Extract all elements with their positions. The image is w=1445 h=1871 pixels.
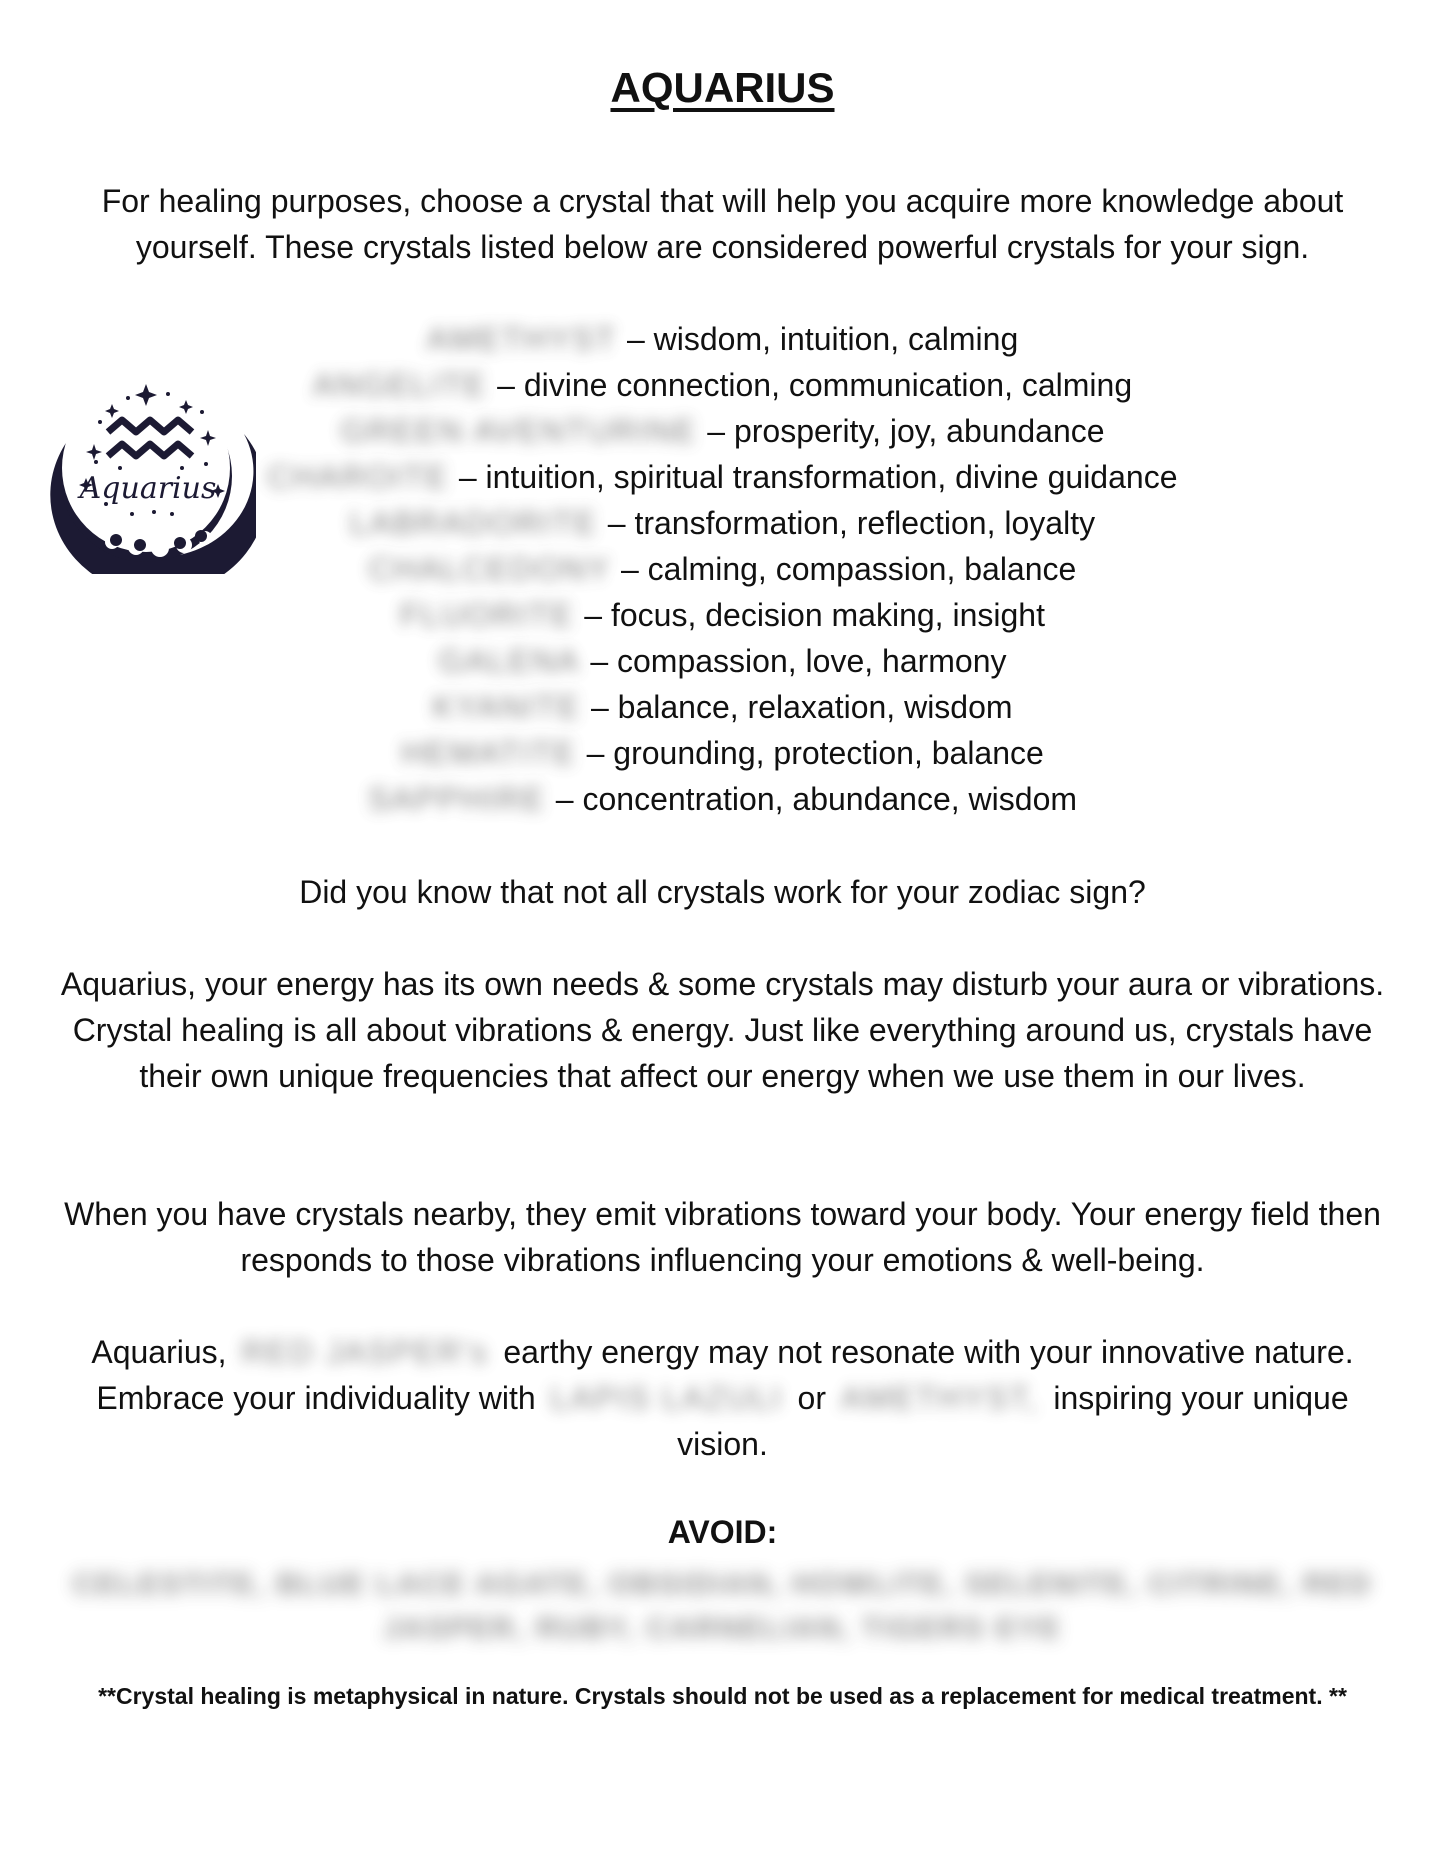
energy-line-2: Crystal healing is all about vibrations & energy. Just like everything around us, crystals have their own unique frequencies that affect our energy when we use them in our lives. xyxy=(72,1012,1373,1094)
zodiac-question: Did you know that not all crystals work for your zodiac sign? xyxy=(299,874,1146,910)
avoid-heading: AVOID: xyxy=(667,1514,778,1550)
crystal-description: – wisdom, intuition, calming xyxy=(626,320,1019,357)
disclaimer: **Crystal healing is metaphysical in nature. Crystals should not be used as a replacement for medical treatment. ** xyxy=(98,1683,1347,1709)
note-prefix: Aquarius, xyxy=(91,1334,227,1370)
list-item xyxy=(0,684,1445,730)
crystal-description: – calming, compassion, balance xyxy=(620,550,1077,587)
crystal-name: LABRADORITE xyxy=(349,504,598,541)
crystal-description: – divine connection, communication, calming xyxy=(497,366,1133,403)
crystal-description: – balance, relaxation, wisdom xyxy=(590,688,1013,725)
intro-paragraph: For healing purposes, choose a crystal that will help you acquire more knowledge about yourself. These crystals listed below are considered powerful crystals for your sign. xyxy=(101,183,1344,265)
note-suffix: inspiring your unique vision. xyxy=(677,1380,1349,1462)
list-item xyxy=(0,500,1445,546)
crystal-name: CHALCEDONY xyxy=(368,550,611,587)
crystal-name: GREEN AVENTURINE xyxy=(340,412,698,449)
crystal-name: ANGELITE xyxy=(312,366,488,403)
list-item xyxy=(0,454,1445,500)
list-item xyxy=(0,408,1445,454)
crystal-list xyxy=(0,316,1445,822)
crystal-description: – prosperity, joy, abundance xyxy=(707,412,1105,449)
note-or: or xyxy=(797,1380,826,1416)
note-crystal-c: AMETHYST, xyxy=(840,1380,1039,1416)
list-item xyxy=(0,776,1445,822)
crystal-description: – intuition, spiritual transformation, divine guidance xyxy=(458,458,1178,495)
energy-paragraph xyxy=(60,961,1385,1099)
list-item xyxy=(0,362,1445,408)
crystal-description: – compassion, love, harmony xyxy=(590,642,1007,679)
crystal-name: FLUORITE xyxy=(400,596,575,633)
list-item xyxy=(0,592,1445,638)
note-middle: earthy energy may not resonate with your innovative nature. Embrace your individuality with xyxy=(96,1334,1354,1416)
crystal-description: – focus, decision making, insight xyxy=(584,596,1045,633)
list-item xyxy=(0,316,1445,362)
logo-text: Aquarius xyxy=(79,471,217,506)
note-crystal-b: LAPIS LAZULI xyxy=(550,1380,783,1416)
crystal-name: AMETHYST xyxy=(426,320,617,357)
energy-line-1: Aquarius, your energy has its own needs & some crystals may disturb your aura or vibrations. xyxy=(60,966,1385,1002)
list-item xyxy=(0,730,1445,776)
crystal-description: – concentration, abundance, wisdom xyxy=(555,780,1078,817)
crystal-description: – transformation, reflection, loyalty xyxy=(607,504,1096,541)
crystal-name: HEMATITE xyxy=(401,734,577,771)
avoid-list: CELESTITE, BLUE LACE AGATE, OBSIDIAN, HOWLITE, SELENITE, CITRINE, RED JASPER, RUBY, CARNELIAN, TIGERS EYE xyxy=(72,1568,1373,1645)
aquarius-note xyxy=(60,1329,1385,1467)
vibrations-paragraph: When you have crystals nearby, they emit vibrations toward your body. Your energy field then responds to those vibrations influencing your emotions & well-being. xyxy=(64,1196,1381,1278)
crystal-name: GALENA xyxy=(438,642,581,679)
list-item xyxy=(0,546,1445,592)
note-crystal-a: RED JASPER's xyxy=(241,1334,489,1370)
crystal-name: SAPPHIRE xyxy=(367,780,546,817)
crystal-name: CHAROITE xyxy=(267,458,449,495)
page-title: AQUARIUS xyxy=(610,64,835,111)
crystal-description: – grounding, protection, balance xyxy=(586,734,1044,771)
list-item xyxy=(0,638,1445,684)
crystal-name: KYANITE xyxy=(432,688,581,725)
